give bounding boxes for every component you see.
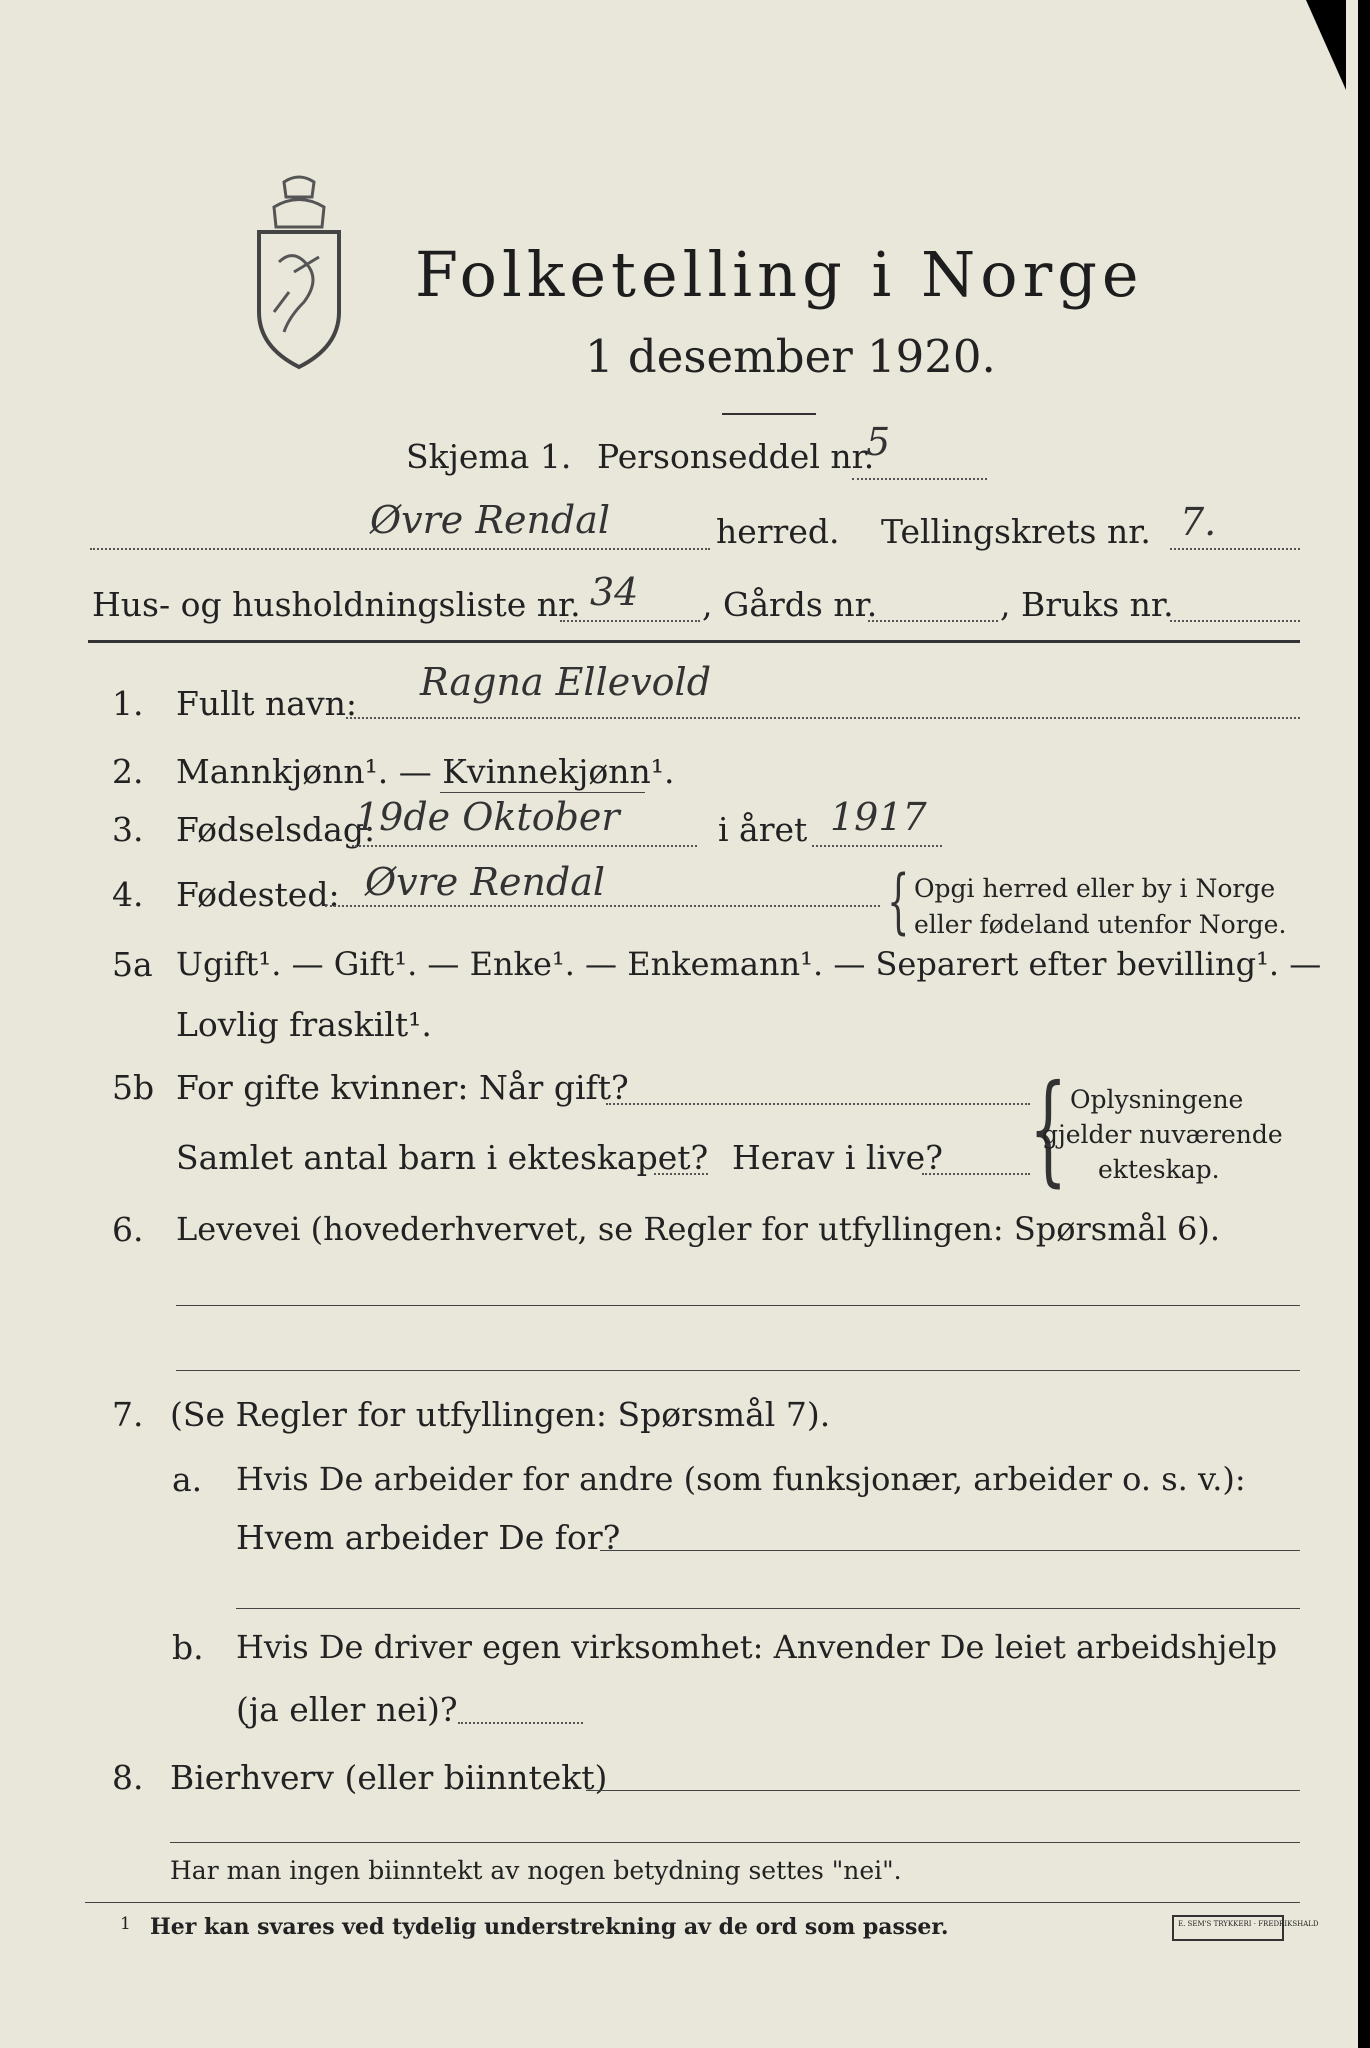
q6-number: 6. xyxy=(112,1210,144,1249)
form-title: Folketelling i Norge xyxy=(415,238,1144,311)
q7-label: (Se Regler for utfyllingen: Spørsmål 7). xyxy=(170,1395,831,1434)
tellingskrets-value[interactable]: 7. xyxy=(1180,500,1217,544)
children-field[interactable] xyxy=(654,1173,708,1175)
birthplace-field[interactable] xyxy=(325,905,880,907)
children-alive-label: Herav i live? xyxy=(732,1138,943,1177)
occupation-field-1[interactable] xyxy=(176,1305,1300,1306)
gender-underline xyxy=(440,792,645,793)
q4-label: Fødested: xyxy=(176,875,340,914)
q5b-brace: { xyxy=(1029,1060,1068,1199)
q2-number: 2. xyxy=(112,752,144,791)
footnote-mark: 1 xyxy=(120,1914,131,1934)
personseddel-value[interactable]: 5 xyxy=(866,420,891,464)
title-divider xyxy=(722,413,816,415)
husholdningsliste-field[interactable] xyxy=(560,620,700,622)
footnote-text: Her kan svares ved tydelig understrekning av de ord som passer. xyxy=(150,1914,949,1940)
schema-label: Skjema 1. xyxy=(406,437,572,476)
bruks-label: , Bruks nr. xyxy=(1000,585,1174,624)
birthyear-field[interactable] xyxy=(812,845,942,847)
bruks-field[interactable] xyxy=(1170,620,1300,622)
q3-label: Fødselsdag: xyxy=(176,810,376,849)
q7b-letter: b. xyxy=(172,1628,204,1667)
married-when-field[interactable] xyxy=(606,1103,1030,1105)
q7-number: 7. xyxy=(112,1395,144,1434)
q4-note-line1: Opgi herred eller by i Norge xyxy=(914,874,1276,903)
tellingskrets-label: Tellingskrets nr. xyxy=(881,512,1151,551)
employer-field-2[interactable] xyxy=(236,1608,1300,1609)
occupation-field-2[interactable] xyxy=(176,1370,1300,1371)
herred-label: herred. xyxy=(716,512,840,551)
q8-number: 8. xyxy=(112,1758,144,1797)
birthplace-value[interactable]: Øvre Rendal xyxy=(365,860,606,904)
q5b-note-line3: ekteskap. xyxy=(1098,1155,1220,1184)
birthdate-field[interactable] xyxy=(352,845,697,847)
herred-field[interactable] xyxy=(90,548,710,550)
birthdate-value[interactable]: 19de Oktober xyxy=(355,795,620,839)
q5b-note-line2: gjelder nuværende xyxy=(1042,1120,1283,1149)
gards-field[interactable] xyxy=(868,620,998,622)
q4-number: 4. xyxy=(112,875,144,914)
q7a-question: Hvis De arbeider for andre (som funksjonær, arbeider o. s. v.): xyxy=(236,1460,1246,1498)
q1-number: 1. xyxy=(112,684,144,723)
gender-options[interactable]: Mannkjønn¹. — Kvinnekjønn¹. xyxy=(176,752,675,791)
tellingskrets-field[interactable] xyxy=(1170,548,1300,550)
employer-field-1[interactable] xyxy=(600,1550,1300,1551)
husholdningsliste-label: Hus- og husholdningsliste nr. xyxy=(92,585,581,624)
q1-label: Fullt navn: xyxy=(176,684,357,723)
gards-label: , Gårds nr. xyxy=(702,585,878,624)
birthyear-label: i året xyxy=(718,810,808,849)
q4-note-line2: eller fødeland utenfor Norge. xyxy=(914,910,1287,939)
form-subtitle: 1 desember 1920. xyxy=(585,330,996,383)
herred-value[interactable]: Øvre Rendal xyxy=(370,498,611,542)
personseddel-label: Personseddel nr. xyxy=(597,437,875,476)
birthyear-value[interactable]: 1917 xyxy=(830,795,927,839)
side-income-field-1[interactable] xyxy=(586,1790,1300,1791)
q5b-note-line1: Oplysningene xyxy=(1070,1085,1244,1114)
q4-brace: { xyxy=(887,860,910,942)
hired-help-field[interactable] xyxy=(458,1722,583,1724)
full-name-field[interactable] xyxy=(346,717,1300,719)
footer-divider xyxy=(85,1902,1300,1903)
coat-of-arms-icon xyxy=(244,172,354,372)
side-income-label: Bierhverv (eller biinntekt) xyxy=(170,1758,608,1797)
marital-status-options[interactable]: Ugift¹. — Gift¹. — Enke¹. — Enkemann¹. — Separert efter bevilling¹. — xyxy=(176,945,1322,983)
children-alive-field[interactable] xyxy=(922,1173,1030,1175)
q7b-question: Hvis De driver egen virksomhet: Anvender De leiet arbeidshjelp xyxy=(236,1628,1278,1666)
employer-label: Hvem arbeider De for? xyxy=(236,1518,621,1557)
q3-number: 3. xyxy=(112,810,144,849)
header-divider xyxy=(88,640,1300,643)
q7a-letter: a. xyxy=(172,1460,203,1499)
side-income-field-2[interactable] xyxy=(170,1842,1300,1843)
page-corner xyxy=(1306,0,1346,90)
side-income-note: Har man ingen biinntekt av nogen betydning settes "nei". xyxy=(170,1856,902,1885)
q5b-number: 5b xyxy=(112,1068,155,1107)
marital-status-options-cont[interactable]: Lovlig fraskilt¹. xyxy=(176,1005,432,1044)
printer-stamp: E. SEM'S TRYKKERI · FREDRIKSHALD xyxy=(1172,1915,1284,1941)
occupation-label: Levevei (hovederhvervet, se Regler for utfyllingen: Spørsmål 6). xyxy=(176,1210,1221,1248)
personseddel-field[interactable] xyxy=(852,478,987,480)
married-when-label: For gifte kvinner: Når gift? xyxy=(176,1068,629,1107)
q5a-number: 5a xyxy=(112,945,153,984)
hired-help-label: (ja eller nei)? xyxy=(236,1690,458,1729)
full-name-value[interactable]: Ragna Ellevold xyxy=(420,660,712,704)
children-label: Samlet antal barn i ekteskapet? xyxy=(176,1138,709,1177)
husholdningsliste-value[interactable]: 34 xyxy=(590,570,639,614)
